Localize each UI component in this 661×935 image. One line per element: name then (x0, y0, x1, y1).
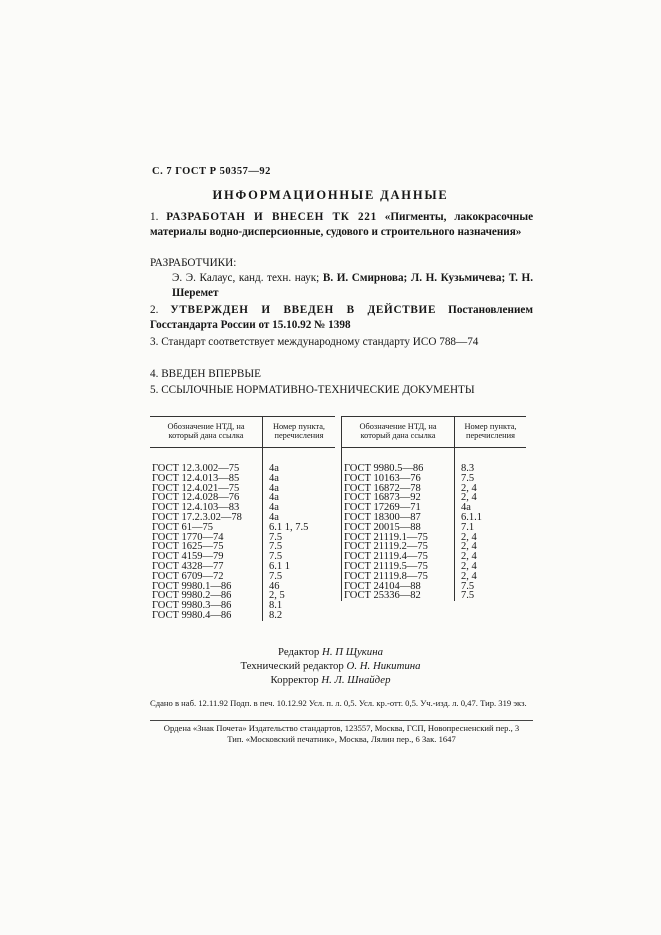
developer-1: Э. Э. Калаус, канд. техн. наук; (172, 272, 320, 284)
reference-item: 7.5 (263, 572, 336, 582)
corrector-line (0, 673, 661, 687)
section-1 (150, 210, 533, 240)
reference-item: 2, 4 (455, 542, 527, 552)
section-1-number: 1. (150, 211, 159, 223)
page-title: ИНФОРМАЦИОННЫЕ ДАННЫЕ (212, 188, 449, 202)
section-2 (150, 303, 533, 333)
table-row (150, 448, 335, 474)
section-3: 3. Стандарт соответствует международному стандарту ИСО 788—74 (150, 336, 479, 348)
reference-document: ГОСТ 17.2.3.02—78 (152, 511, 242, 523)
section-2-text: Постановлением Госстандарта России от 15.10.92 № 1398 (150, 304, 534, 331)
reference-item: 4а (263, 503, 336, 513)
reference-item: 6.1 1, 7.5 (263, 523, 336, 533)
reference-item: 7.1 (455, 523, 527, 533)
reference-item: 2, 4 (455, 552, 527, 562)
reference-document: ГОСТ 21119.8—75 (342, 572, 455, 582)
developer-3: Л. Н. Кузьмичева; (410, 272, 506, 284)
developers-list (172, 271, 533, 301)
imprint-publisher (150, 723, 533, 745)
reference-item: 7.5 (455, 474, 527, 484)
column-header-item: Номер пункта, перечисления (455, 417, 527, 448)
reference-item: 4а (263, 474, 336, 484)
reference-document: ГОСТ 24104—88 (342, 582, 455, 592)
editor-label: Редактор (278, 646, 320, 658)
references-table-right (341, 416, 526, 601)
reference-item: 7.5 (263, 533, 336, 543)
reference-item: 2, 4 (455, 484, 527, 494)
reference-document: ГОСТ 10163—76 (342, 474, 455, 484)
imprint-divider (150, 720, 533, 721)
tech-editor-name: О. Н. Никитина (346, 660, 421, 672)
imprint-print-data: Сдано в наб. 12.11.92 Подп. в печ. 10.12.92 Усл. п. л. 0,5. Усл. кр.-отт. 0,5. Уч.-изд. л. 0,47. Тир. 319 экз. (150, 698, 527, 708)
reference-item: 8.3 (455, 448, 527, 474)
reference-document: ГОСТ 9980.3—86 (152, 600, 232, 612)
reference-document: ГОСТ 1625—75 (152, 541, 224, 553)
table-row (150, 611, 335, 621)
reference-item: 2, 4 (455, 533, 527, 543)
section-2-caps: УТВЕРЖДЕН И ВВЕДЕН В ДЕЙСТВИЕ (170, 304, 437, 316)
reference-document: ГОСТ 4159—79 (152, 551, 224, 563)
developers-label: РАЗРАБОТЧИКИ: (150, 257, 237, 269)
reference-document: ГОСТ 21119.5—75 (342, 562, 455, 572)
reference-document: ГОСТ 16873—92 (342, 493, 455, 503)
section-4: 4. ВВЕДЕН ВПЕРВЫЕ (150, 368, 261, 380)
reference-document: ГОСТ 12.4.021—75 (152, 482, 240, 494)
reference-document: ГОСТ 9980.2—86 (152, 590, 232, 602)
section-1-text: «Пигменты, лакокрасочные материалы водно-дисперсионные, судового и строительного назначения» (150, 211, 534, 238)
reference-item: 7.5 (263, 552, 336, 562)
reference-item: 2, 5 (263, 591, 336, 601)
reference-document: ГОСТ 20015—88 (342, 523, 455, 533)
reference-document: ГОСТ 12.3.002—75 (152, 463, 240, 474)
reference-item: 6.1.1 (455, 513, 527, 523)
reference-item: 6.1 1 (263, 562, 336, 572)
reference-document: ГОСТ 4328—77 (152, 560, 224, 572)
reference-item: 2, 4 (455, 493, 527, 503)
reference-document: ГОСТ 1770—74 (152, 531, 224, 543)
reference-document: ГОСТ 61—75 (152, 521, 214, 533)
tech-editor-line (0, 659, 661, 673)
column-header-item: Номер пункта, перечисления (263, 417, 336, 448)
reference-item: 4а (263, 448, 336, 474)
section-2-number: 2. (150, 304, 159, 316)
column-header-document: Обозначение НТД, на который дана ссылка (342, 417, 455, 448)
developer-4: Т. Н. Шеремет (172, 272, 533, 299)
imprint-publisher-line: Ордена «Знак Почета» Издательство стандартов, 123557, Москва, ГСП, Новопресненский пер., 3 (163, 723, 520, 733)
reference-document: ГОСТ 12.4.103—83 (152, 502, 240, 514)
reference-document: ГОСТ 9980.1—86 (152, 580, 232, 592)
editors-block (0, 645, 661, 687)
reference-document: ГОСТ 9980.4—86 (152, 609, 232, 621)
reference-item: 4а (455, 503, 527, 513)
reference-document: ГОСТ 12.4.013—85 (152, 472, 240, 484)
section-1-caps: РАЗРАБОТАН И ВНЕСЕН ТК 221 (166, 211, 377, 223)
reference-item: 8.2 (263, 611, 336, 621)
corrector-label: Корректор (270, 674, 319, 686)
reference-document: ГОСТ 25336—82 (342, 591, 455, 601)
reference-item: 4а (263, 493, 336, 503)
references-table-left (150, 416, 335, 621)
reference-document: ГОСТ 21119.2—75 (342, 542, 455, 552)
reference-document: ГОСТ 16872—78 (342, 484, 455, 494)
reference-document: ГОСТ 6709—72 (152, 570, 224, 582)
reference-document: ГОСТ 21119.1—75 (342, 533, 455, 543)
table-row (342, 448, 527, 474)
reference-item: 7.5 (263, 542, 336, 552)
table-row (342, 591, 527, 601)
page-header: С. 7 ГОСТ Р 50357—92 (152, 166, 271, 177)
reference-item: 4а (263, 484, 336, 494)
reference-document: ГОСТ 21119.4—75 (342, 552, 455, 562)
editor-name: Н. П Щукина (322, 646, 383, 658)
reference-item: 7.5 (455, 591, 527, 601)
reference-item: 8.1 (263, 601, 336, 611)
tech-editor-label: Технический редактор (240, 660, 344, 672)
reference-item: 7.5 (455, 582, 527, 592)
column-header-document: Обозначение НТД, на который дана ссылка (150, 417, 263, 448)
reference-item: 2, 4 (455, 562, 527, 572)
developer-2: В. И. Смирнова; (322, 272, 408, 284)
section-5: 5. ССЫЛОЧНЫЕ НОРМАТИВНО-ТЕХНИЧЕСКИЕ ДОКУМЕНТЫ (150, 384, 475, 396)
reference-document: ГОСТ 9980.5—86 (342, 448, 455, 474)
reference-item: 46 (263, 582, 336, 592)
reference-document: ГОСТ 12.4.028—76 (152, 492, 240, 504)
reference-item: 4а (263, 513, 336, 523)
imprint-printer-line: Тип. «Московский печатник», Москва, Лялин пер., 6 Зак. 1647 (227, 734, 456, 744)
reference-document: ГОСТ 18300—87 (342, 513, 455, 523)
reference-document: ГОСТ 17269—71 (342, 503, 455, 513)
reference-item: 2, 4 (455, 572, 527, 582)
corrector-name: Н. Л. Шнайдер (321, 674, 391, 686)
editor-line (0, 645, 661, 659)
